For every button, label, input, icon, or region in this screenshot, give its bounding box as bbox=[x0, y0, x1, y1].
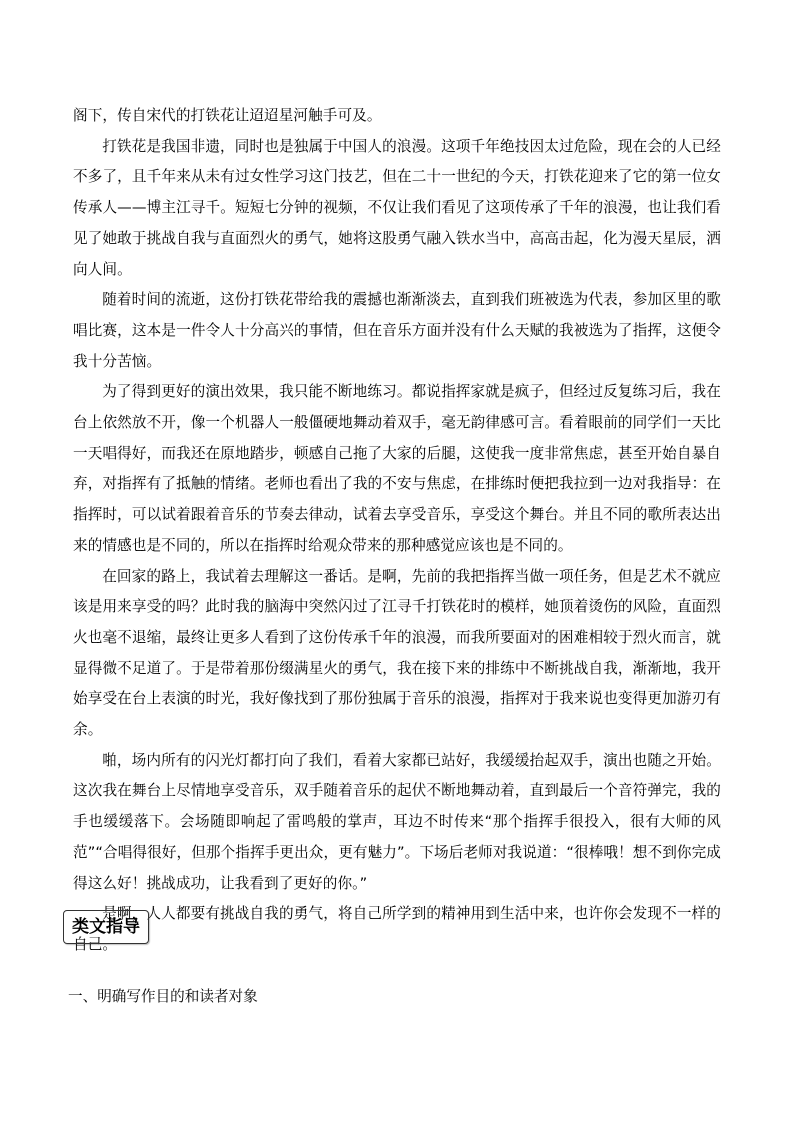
paragraph-6: 啪，场内所有的闪光灯都打向了我们，看着大家都已站好，我缓缓抬起双手，演出也随之开始。这次我在舞台上尽情地享受音乐，双手随着音乐的起伏不断地舞动着，直到最后一个音符弹完，我的手也缓缓落下。会场随即响起了雷鸣般的掌声，耳边不时传来“那个指挥手很投入，很有大师的风范”“合唱得很好，但那个指挥手更出众，更有魅力”。下场后老师对我说道：“很棒哦！想不到你完成得这么好！挑战成功，让我看到了更好的你。” bbox=[73, 751, 721, 892]
paragraph-4: 为了得到更好的演出效果，我只能不断地练习。都说指挥家就是疯子，但经过反复练习后，我在台上依然放不开，像一个机器人一般僵硬地舞动着双手，毫无韵律感可言。看着眼前的同学们一天比一天唱得好，而我还在原地踏步，顿感自己拖了大家的后腿，这使我一度非常焦虑，甚至开始自暴自弃，对指挥有了抵触的情绪。老师也看出了我的不安与焦虑，在排练时便把我拉到一边对我指导：在指挥时，可以试着跟着音乐的节奏去律动，试着去享受音乐，享受这个舞台。并且不同的歌所表达出来的情感也是不同的，所以在指挥时给观众带来的那种感觉应该也是不同的。 bbox=[73, 383, 721, 554]
section-heading: 类文指导 bbox=[63, 910, 149, 944]
paragraph-2: 打铁花是我国非遗，同时也是独属于中国人的浪漫。这项千年绝技因太过危险，现在会的人已经不多了，且千年来从未有过女性学习这门技艺，但在二十一世纪的今天，打铁花迎来了它的第一位女传承人——博主江寻千。短短七分钟的视频，不仅让我们看见了这项传承了千年的浪漫，也让我们看见了她敢于挑战自我与直面烈火的勇气，她将这股勇气融入铁水当中，高高击起，化为漫天星辰，洒向人间。 bbox=[73, 137, 721, 278]
subheading: 一、明确写作目的和读者对象 bbox=[68, 988, 258, 1005]
paragraph-3: 随着时间的流逝，这份打铁花带给我的震撼也渐渐淡去，直到我们班被选为代表，参加区里的歌唱比赛，这本是一件令人十分高兴的事情，但在音乐方面并没有什么天赋的我被选为了指挥，这便令我十分苦恼。 bbox=[73, 291, 721, 370]
essay-body bbox=[73, 101, 721, 961]
paragraph-1: 阁下，传自宋代的打铁花让迢迢星河触手可及。 bbox=[73, 107, 382, 124]
paragraph-5: 在回家的路上，我试着去理解这一番话。是啊，先前的我把指挥当做一项任务，但是艺术不就应该是用来享受的吗？此时我的脑海中突然闪过了江寻千打铁花时的模样，她顶着烫伤的风险，直面烈火也毫不退缩，最终让更多人看到了这份传承千年的浪漫，而我所要面对的困难相较于烈火而言，就显得微不足道了。于是带着那份缀满星火的勇气，我在接下来的排练中不断挑战自我，渐渐地，我开始享受在台上表演的时光，我好像找到了那份独属于音乐的浪漫，指挥对于我来说也变得更加游刃有余。 bbox=[73, 567, 721, 739]
paragraph-7: 是啊，人人都要有挑战自我的勇气，将自己所学到的精神用到生活中来，也许你会发现不一样的自己。 bbox=[73, 905, 721, 953]
